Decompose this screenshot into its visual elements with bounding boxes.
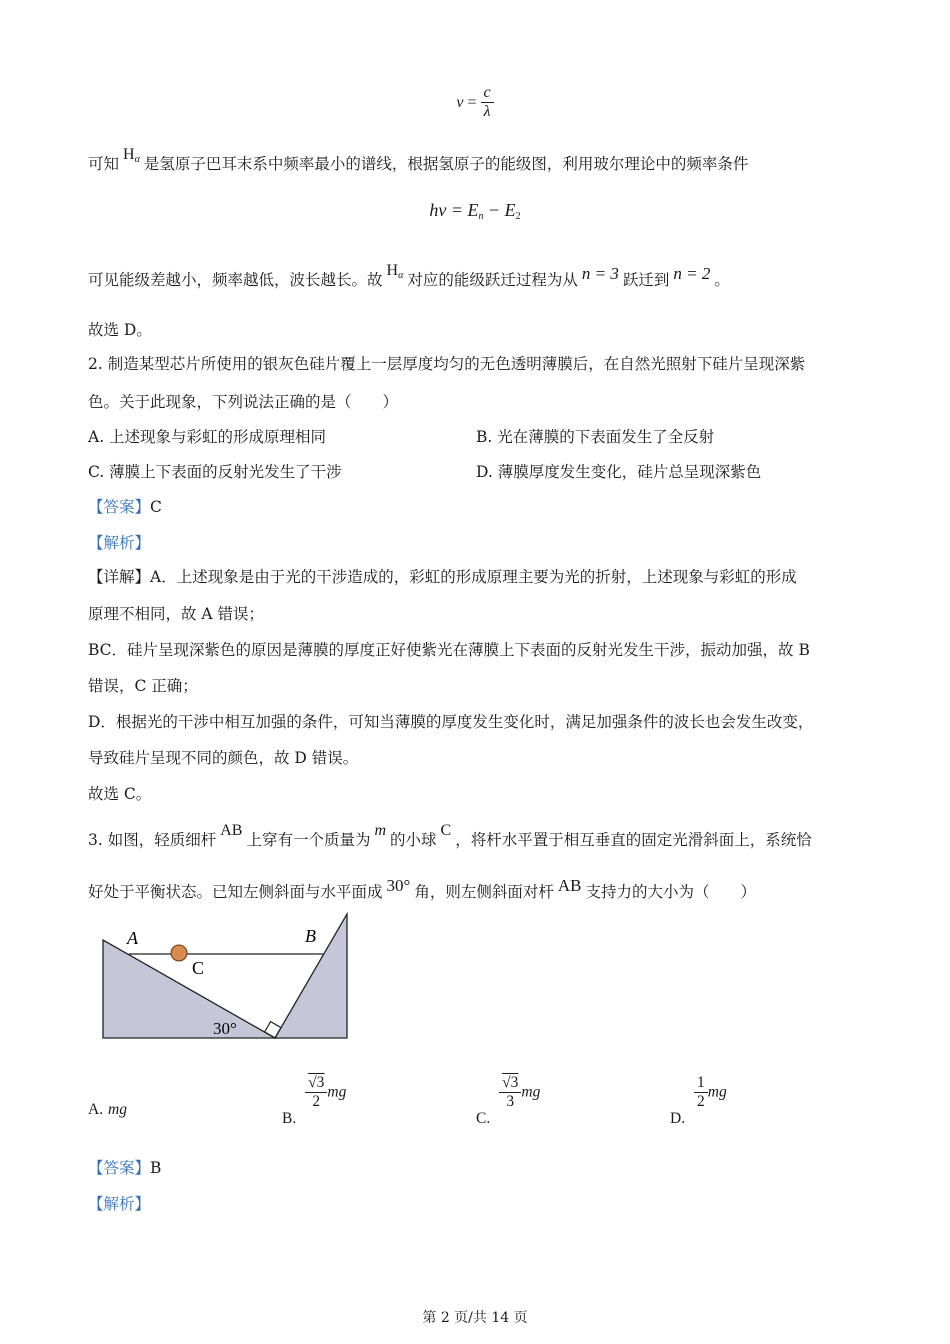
q3-option-d: D. $\frac{1}{2}$ mg (670, 1074, 727, 1127)
q2-detail-line6: 导致硅片呈现不同的颜色，故 D 错误。 (88, 749, 359, 767)
q3-option-c: C. $\frac{√3}{3}$ mg (476, 1074, 541, 1127)
equation-bohr: $h\nu = E_n - E_2$ (429, 200, 521, 222)
question-3-stem-line1: 3. 如图，轻质细杆AB上穿有一个质量为m的小球C，将杆水平置于相互垂直的固定光滑斜面上，系统恰 (88, 822, 812, 849)
q3-option-b: B. $\frac{√3}{2}$ mg (282, 1074, 347, 1127)
left-slope (103, 940, 275, 1038)
text-line: 可见能级差越小，频率越低，波长越长。故$H_\alpha$ 对应的能级跃迁过程为从 n = 3 跃迁到 n = 2 。 (88, 262, 730, 289)
q3-analysis-tag: 【解析】 (88, 1195, 151, 1213)
label-angle: 30° (213, 1019, 237, 1038)
equation-frequency: ν = $\frac{c}{\lambda}$ (0, 84, 950, 121)
label-c: C (192, 958, 205, 978)
q2-option-a: A. 上述现象与彩虹的形成原理相同 (88, 428, 327, 446)
q2-detail-line7: 故选 C。 (88, 785, 152, 803)
q3-answer: 【答案】B (88, 1159, 162, 1177)
ball-c (171, 945, 187, 961)
q2-detail-line3: BC．硅片呈现深紫色的原因是薄膜的厚度正好使紫光在薄膜上下表面的反射光发生干涉，振动加强，故 B (88, 641, 810, 659)
q2-detail-line2: 原理不相同，故 A 错误； (88, 605, 265, 623)
question-3-stem-line2: 好处于平衡状态。已知左侧斜面与水平面成 30° 角，则左侧斜面对杆 AB 支持力的大小为（ ） (88, 876, 756, 901)
q2-option-c: C. 薄膜上下表面的反射光发生了干涉 (88, 463, 342, 481)
question-2-stem-line1: 2. 制造某型芯片所使用的银灰色硅片覆上一层厚度均匀的无色透明薄膜后，在自然光照射下硅片呈现深紫 (88, 355, 806, 373)
q2-answer: 【答案】C (88, 498, 162, 516)
q2-option-b: B. 光在薄膜的下表面发生了全反射 (476, 428, 715, 446)
answer-tag: 【答案】 (88, 1159, 151, 1177)
q2-detail-line1: 【详解】A．上述现象是由于光的干涉造成的，彩虹的形成原理主要为光的折射，上述现象与彩虹的形成 (88, 568, 797, 586)
label-b: B (305, 926, 316, 946)
q2-detail-line4: 错误，C 正确； (88, 677, 198, 695)
q2-option-d: D. 薄膜厚度发生变化，硅片总呈现深紫色 (476, 463, 762, 481)
q3-option-a: A. mg (88, 1101, 127, 1118)
answer-tag: 【答案】 (88, 498, 151, 516)
text-line: 可知$H_\alpha$ 是氢原子巴耳末系中频率最小的谱线，根据氢原子的能级图，利用玻尔理论中的频率条件 (88, 146, 749, 173)
q2-detail-line5: D．根据光的干涉中相互加强的条件，可知当薄膜的厚度发生变化时，满足加强条件的波长也会发生改变， (88, 713, 814, 731)
q2-analysis-tag: 【解析】 (88, 534, 151, 552)
conclusion-d: 故选 D。 (88, 321, 152, 339)
incline-figure (95, 910, 360, 1045)
question-2-stem-line2: 色。关于此现象，下列说法正确的是（ ） (88, 393, 399, 411)
page-footer: 第 2 页/共 14 页 (422, 1310, 528, 1326)
label-a: A (127, 928, 138, 948)
